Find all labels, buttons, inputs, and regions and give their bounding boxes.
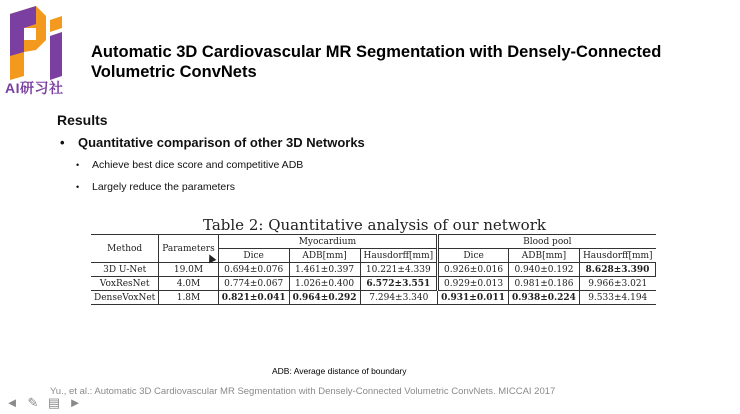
row-params: 1.8M [159, 291, 218, 305]
table-cell-best: 0.938±0.224 [509, 291, 580, 305]
sub-bullet-text: Largely reduce the parameters [92, 181, 235, 193]
table-cell-best: 6.572±3.551 [360, 277, 438, 291]
slide-title: Automatic 3D Cardiovascular MR Segmentation with Densely-Connected Volumetric ConvNets [91, 43, 662, 81]
table-cell: 1.461±0.397 [289, 263, 360, 277]
sub-bullet [76, 181, 235, 193]
table-cell: 0.926±0.016 [438, 263, 509, 277]
table-row [91, 263, 656, 277]
reference-citation: Yu., et al.: Automatic 3D Cardiovascular MR Segmentation with Densely-Connected Volumetric ConvNets. MICCAI 2017 [50, 386, 556, 397]
header-dice: Dice [218, 249, 289, 263]
header-hausdorff: Hausdorff[mm] [582, 250, 653, 261]
header-myocardium: Myocardium [218, 235, 437, 249]
table-cell: 0.981±0.186 [509, 277, 580, 291]
table-cell: 0.940±0.192 [509, 263, 580, 277]
header-parameters: Parameters [159, 235, 218, 263]
header-dice: Dice [438, 249, 509, 263]
table-cell: 10.221±4.339 [360, 263, 438, 277]
results-table [91, 234, 656, 305]
pen-icon[interactable]: ✎ [27, 395, 39, 410]
table-cell: 0.929±0.013 [438, 277, 509, 291]
header-hausdorff: Hausdorff[mm] [363, 250, 434, 261]
table-cell-best: 8.628±3.390 [579, 263, 655, 277]
sub-bullet-text: Achieve best dice score and competitive ADB [92, 159, 304, 171]
table-cell: 1.026±0.400 [289, 277, 360, 291]
bullet-glyph: • [76, 182, 80, 192]
table-cell-best: 0.931±0.011 [438, 291, 509, 305]
table-caption: Table 2: Quantitative analysis of our network [203, 216, 546, 234]
table-row [91, 291, 656, 305]
header-blood-pool: Blood pool [438, 235, 656, 249]
table-cell-best: 0.821±0.041 [218, 291, 289, 305]
bullet-glyph: • [60, 135, 65, 150]
previous-slide-icon[interactable]: ◄ [5, 395, 19, 410]
header-adb: ADB[mm] [289, 249, 360, 263]
table-cell: 0.694±0.076 [218, 263, 289, 277]
section-heading: Results [57, 112, 108, 128]
next-slide-icon[interactable]: ► [68, 395, 82, 410]
table-cell: 7.294±3.340 [360, 291, 438, 305]
table-cell: 9.533±4.194 [579, 291, 655, 305]
header-method: Method [91, 235, 159, 263]
row-params: 4.0M [159, 277, 218, 291]
sub-bullet [76, 159, 303, 171]
table-cell: 0.774±0.067 [218, 277, 289, 291]
row-method: VoxResNet [91, 277, 159, 291]
table-row [91, 277, 656, 291]
row-method: 3D U-Net [91, 263, 159, 277]
slide-navigation [4, 396, 83, 410]
header-adb: ADB[mm] [509, 249, 580, 263]
adb-note: ADB: Average distance of boundary [272, 366, 407, 376]
main-bullet [60, 135, 365, 150]
table-cell-best: 0.964±0.292 [289, 291, 360, 305]
table-cell: 9.966±3.021 [579, 277, 655, 291]
menu-icon[interactable]: ▤ [47, 395, 61, 410]
main-bullet-text: Quantitative comparison of other 3D Networks [78, 135, 365, 150]
bullet-glyph: • [76, 160, 80, 170]
row-params: 19.0M [159, 263, 218, 277]
logo-text: AI研习社 [5, 80, 64, 96]
row-method: DenseVoxNet [91, 291, 159, 305]
